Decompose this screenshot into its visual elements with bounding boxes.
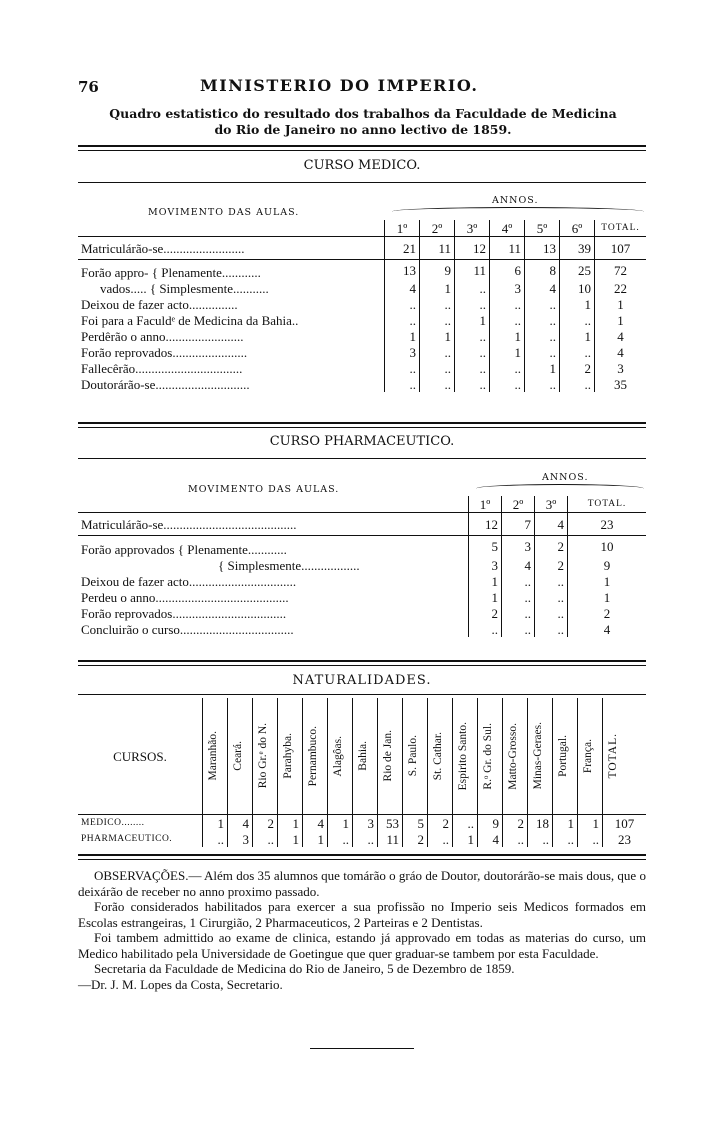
cell: ..: [502, 589, 535, 605]
cell: 11: [378, 831, 403, 847]
cell: ..: [455, 360, 490, 376]
cell: 1: [420, 328, 455, 344]
total-cell: 10: [568, 536, 647, 558]
table-row: [78, 328, 646, 344]
cell: ..: [560, 312, 595, 328]
cell: ..: [560, 344, 595, 360]
table-row: [78, 360, 646, 376]
cell: ..: [420, 296, 455, 312]
total-cell: 9: [568, 557, 647, 573]
cell: 11: [490, 237, 525, 260]
cell: 2: [428, 815, 453, 832]
origin-header: Minas-Geraes.: [532, 722, 544, 790]
cell: 3: [502, 536, 535, 558]
table-row-years: [78, 496, 646, 513]
cell: 1: [553, 815, 578, 832]
total-cell: 1: [568, 573, 647, 589]
table-row: [78, 815, 646, 832]
cell: ..: [455, 376, 490, 392]
origin-header: Rio de Jan.: [382, 730, 394, 782]
total-cell: 1: [595, 312, 647, 328]
cell: 2: [503, 815, 528, 832]
row-label: { Simplesmente..................: [218, 557, 360, 573]
total-header: TOTAL.: [595, 220, 647, 237]
cell: 5: [403, 815, 428, 832]
cell: 2: [469, 605, 502, 621]
table-row: [78, 589, 646, 605]
total-cell: 3: [595, 360, 647, 376]
cell: 4: [535, 513, 568, 536]
table-pharma: [78, 496, 646, 637]
origin-header: Maranhão.: [207, 731, 219, 781]
total-cell: 4: [595, 328, 647, 344]
document-title-line2: do Rio de Janeiro no anno lectivo de 1859.: [214, 122, 512, 137]
table-row: [78, 536, 646, 558]
movimento-header-pharma: MOVIMENTO DAS AULAS.: [188, 484, 340, 495]
cell: 1: [469, 589, 502, 605]
section-title-medico: CURSO MEDICO.: [303, 158, 421, 173]
note-paragraph: Foi tambem admittido ao exame de clinica, estando já approvado em todas as materias do curso, um Medico habilitado pela Universidade de Goetingue que quer graduar-se tambem por esta Faculdade.: [78, 930, 646, 961]
divider: [78, 694, 646, 695]
table-row: [78, 280, 646, 296]
total-cell: 72: [595, 260, 647, 281]
year-header: 6º: [560, 220, 595, 237]
cell: ..: [469, 621, 502, 637]
table-row: [78, 573, 646, 589]
cell: 1: [578, 815, 603, 832]
cell: 3: [228, 831, 253, 847]
row-label: Perdêrão o anno........................: [81, 328, 244, 344]
cell: 5: [469, 536, 502, 558]
cell: 1: [490, 328, 525, 344]
origin-header: St. Cathar.: [432, 731, 444, 781]
cell: 4: [303, 815, 328, 832]
cell: ..: [420, 376, 455, 392]
cell: 1: [278, 815, 303, 832]
cell: 2: [560, 360, 595, 376]
note-paragraph: Forão considerados habilitados para exercer a sua profissão no Imperio seis Medicos formados em Escolas estrangeiras, 1 Cirurgião, 2 Pharmaceuticos, 2 Parteiras e 2 Dentistas.: [78, 899, 646, 930]
cell: 2: [253, 815, 278, 832]
divider: [78, 422, 646, 428]
cell: ..: [490, 360, 525, 376]
year-header: 3º: [455, 220, 490, 237]
table-row: [78, 557, 646, 573]
cell: ..: [490, 296, 525, 312]
row-label: MEDICO........: [81, 817, 145, 828]
total-cell: 1: [568, 589, 647, 605]
cell: 39: [560, 237, 595, 260]
cell: 2: [403, 831, 428, 847]
total-cell: 107: [595, 237, 647, 260]
origin-header: França.: [582, 738, 594, 774]
origin-header: R.ᵒ Gr. do Sul.: [482, 722, 494, 790]
row-label: Forão appro- { Plenamente............: [81, 264, 261, 280]
origin-header: Parahyba.: [282, 733, 294, 779]
cell: ..: [560, 376, 595, 392]
cell: 4: [228, 815, 253, 832]
year-header: 2º: [502, 496, 535, 513]
observations: [78, 868, 646, 992]
total-header: TOTAL.: [607, 733, 619, 779]
total-cell: 1: [595, 296, 647, 312]
cell: 3: [490, 280, 525, 296]
cell: ..: [455, 296, 490, 312]
cell: ..: [385, 360, 420, 376]
cell: 4: [478, 831, 503, 847]
document-title-line1: Quadro estatistico do resultado dos trabalhos da Faculdade de Medicina: [109, 106, 617, 121]
cell: 3: [469, 557, 502, 573]
table-row: [78, 376, 646, 392]
table-row: [78, 296, 646, 312]
table-row: [78, 237, 646, 260]
total-cell: 35: [595, 376, 647, 392]
cell: ..: [490, 312, 525, 328]
brace-annos-pharma: [476, 484, 644, 493]
row-label: Concluirão o curso...................................: [81, 621, 294, 637]
table-row: [78, 831, 646, 847]
origin-header: Alagôas.: [332, 735, 344, 777]
divider: [78, 458, 646, 459]
year-header: 2º: [420, 220, 455, 237]
cell: 1: [560, 328, 595, 344]
row-label: Deixou de fazer acto...............: [81, 296, 238, 312]
cell: ..: [420, 344, 455, 360]
cell: ..: [455, 328, 490, 344]
cell: ..: [453, 815, 478, 832]
cell: ..: [525, 344, 560, 360]
row-label: Perdeu o anno.........................................: [81, 589, 289, 605]
cell: 4: [502, 557, 535, 573]
page-number: 76: [78, 78, 99, 96]
cell: 18: [528, 815, 553, 832]
table-row-headers: [78, 698, 646, 815]
origin-header: Pernambuco.: [307, 725, 319, 787]
section-title-naturalidades: NATURALIDADES.: [292, 673, 432, 688]
cell: 4: [525, 280, 560, 296]
year-header: 4º: [490, 220, 525, 237]
year-header: 3º: [535, 496, 568, 513]
cell: ..: [525, 296, 560, 312]
cell: 1: [303, 831, 328, 847]
cell: ..: [428, 831, 453, 847]
cell: ..: [385, 296, 420, 312]
table-row: [78, 513, 646, 536]
total-cell: 107: [603, 815, 647, 832]
total-cell: 22: [595, 280, 647, 296]
cell: ..: [525, 328, 560, 344]
cell: ..: [455, 280, 490, 296]
origin-header: Portugal.: [557, 735, 569, 777]
table-row: [78, 621, 646, 637]
cell: ..: [535, 605, 568, 621]
year-header: 5º: [525, 220, 560, 237]
table-row: [78, 312, 646, 328]
table-row: [78, 605, 646, 621]
cell: 13: [385, 260, 420, 281]
cell: 1: [490, 344, 525, 360]
signature: —Dr. J. M. Lopes da Costa, Secretario.: [78, 976, 283, 992]
table-row: [78, 344, 646, 360]
table-row-years: [78, 220, 646, 237]
cell: 6: [490, 260, 525, 281]
cell: 7: [502, 513, 535, 536]
origin-header: S. Paulo.: [407, 735, 419, 777]
cell: ..: [502, 621, 535, 637]
cell: 3: [353, 815, 378, 832]
cell: ..: [455, 344, 490, 360]
cell: ..: [502, 605, 535, 621]
cell: 1: [455, 312, 490, 328]
cell: 1: [328, 815, 353, 832]
cell: ..: [420, 360, 455, 376]
annos-label-medico: ANNOS.: [492, 195, 539, 206]
row-label: Deixou de fazer acto.................................: [81, 573, 297, 589]
row-label: Forão reprovados.......................: [81, 344, 248, 360]
row-label: Matriculárão-se.........................: [81, 240, 245, 256]
cell: 10: [560, 280, 595, 296]
cell: 1: [525, 360, 560, 376]
table-row: [78, 260, 646, 281]
brace-annos-medico: [392, 207, 644, 216]
origin-header: Bahia.: [357, 741, 369, 771]
total-cell: 4: [595, 344, 647, 360]
cell: ..: [502, 573, 535, 589]
row-label: PHARMACEUTICO.: [81, 833, 173, 844]
origin-header: Espirito Santo.: [457, 721, 469, 791]
cell: ..: [553, 831, 578, 847]
year-header: 1º: [385, 220, 420, 237]
cell: ..: [203, 831, 228, 847]
cell: ..: [535, 589, 568, 605]
divider: [78, 854, 646, 860]
movimento-header-medico: MOVIMENTO DAS AULAS.: [148, 207, 300, 218]
cell: ..: [525, 312, 560, 328]
cell: 12: [469, 513, 502, 536]
end-rule: [310, 1048, 414, 1049]
note-paragraph: Secretaria da Faculdade de Medicina do Rio de Janeiro, 5 de Dezembro de 1859.: [94, 961, 515, 976]
origin-header: Matto-Grosso.: [507, 722, 519, 790]
cell: 9: [420, 260, 455, 281]
note-paragraph: OBSERVAÇÕES.— Além dos 35 alumnos que tomárão o gráo de Doutor, doutorárão-se mais dous, que o deixárão de receber no anno proximo passado.: [78, 868, 646, 899]
cell: 8: [525, 260, 560, 281]
cell: 2: [535, 536, 568, 558]
row-label: Matriculárão-se.........................................: [81, 516, 297, 532]
origin-header: Ceará.: [232, 741, 244, 771]
row-label: Doutorárão-se.............................: [81, 376, 250, 392]
cell: ..: [503, 831, 528, 847]
cell: 1: [420, 280, 455, 296]
table-naturalidades: [78, 698, 646, 847]
row-label: Forão reprovados...................................: [81, 605, 287, 621]
cell: ..: [490, 376, 525, 392]
cell: 4: [385, 280, 420, 296]
table-medico: [78, 220, 646, 392]
cell: 13: [525, 237, 560, 260]
row-label: Foi para a Faculdᵉ de Medicina da Bahia..: [81, 312, 299, 328]
cell: 1: [203, 815, 228, 832]
total-header: TOTAL.: [568, 496, 647, 513]
cell: ..: [253, 831, 278, 847]
cursos-header: CURSOS.: [113, 748, 167, 764]
cell: ..: [353, 831, 378, 847]
divider: [78, 145, 646, 151]
total-cell: 4: [568, 621, 647, 637]
cell: 1: [278, 831, 303, 847]
divider: [78, 660, 646, 666]
origin-header: Rio Gr.ᵉ do N.: [257, 723, 269, 789]
cell: ..: [528, 831, 553, 847]
total-cell: 23: [603, 831, 647, 847]
section-title-pharma: CURSO PHARMACEUTICO.: [269, 434, 455, 449]
cell: 1: [469, 573, 502, 589]
cell: ..: [385, 376, 420, 392]
row-label: Fallecêrão.................................: [81, 360, 243, 376]
cell: 1: [385, 328, 420, 344]
year-header: 1º: [469, 496, 502, 513]
cell: 1: [453, 831, 478, 847]
cell: 21: [385, 237, 420, 260]
cell: ..: [420, 312, 455, 328]
cell: ..: [385, 312, 420, 328]
cell: 11: [455, 260, 490, 281]
total-cell: 2: [568, 605, 647, 621]
cell: 2: [535, 557, 568, 573]
row-label: Forão approvados { Plenamente............: [81, 541, 287, 557]
cell: 53: [378, 815, 403, 832]
row-label: vados..... { Simplesmente...........: [100, 280, 269, 296]
cell: ..: [535, 621, 568, 637]
cell: 12: [455, 237, 490, 260]
divider: [78, 182, 646, 183]
running-title: MINISTERIO DO IMPERIO.: [200, 76, 479, 95]
cell: 9: [478, 815, 503, 832]
cell: 25: [560, 260, 595, 281]
cell: 11: [420, 237, 455, 260]
annos-label-pharma: ANNOS.: [542, 472, 589, 483]
cell: ..: [535, 573, 568, 589]
cell: ..: [328, 831, 353, 847]
cell: 3: [385, 344, 420, 360]
cell: ..: [578, 831, 603, 847]
total-cell: 23: [568, 513, 647, 536]
cell: ..: [525, 376, 560, 392]
cell: 1: [560, 296, 595, 312]
